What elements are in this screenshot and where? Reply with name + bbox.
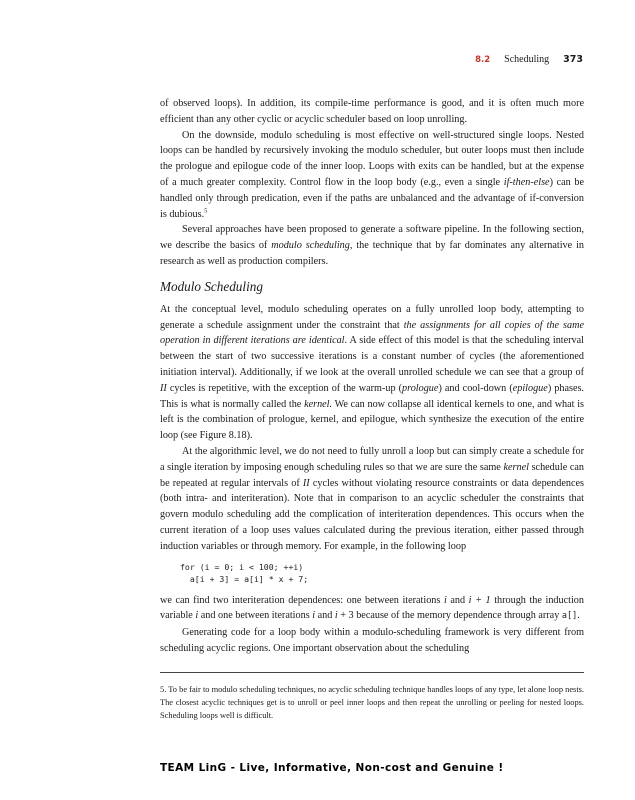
section-number: 8.2 [475,55,491,65]
paragraph-4: At the conceptual level, modulo scheduling operates on a fully unrolled loop body, attempting to generate a schedule assignment under the constraint that the assignments for all copies of the same operation in different iterations are identical. A side effect of this model is that the scheduling interval between the start of two successive iterations is a constant number of cycles (the aforementioned initiation interval). Additionally, if we look at the overall unrolled schedule we can see that a group of II cycles is repetitive, with the exception of the warm-up (prologue) and cool-down (epilogue) phases. This is what is normally called the kernel. We can now collapse all identical kernels to one, and what is left is the combination of prologue, kernel, and epilogue, which synthesize the execution of the entire loop (see Figure 8.18). [160,303,585,442]
code-line: for (i = 0; i < 100; ++i) [180,561,304,572]
code-block [180,561,584,585]
code-line: a[i + 3] = a[i] * x + 7; [180,573,309,584]
footnote-marker[interactable]: 5 [204,207,208,215]
paragraph-2: On the downside, modulo scheduling is most effective on well-structured single loops. Nested loops can be handled by recursively invoking the modulo scheduler, but outer loops must then include the prologue and epilogue code of the inner loop. Loops with exits can be handled, but at the expense of a much greater complexity. Control flow in the loop body (e.g., even a single if-then-else) can be handled only through predication, even if the paths are unbalanced and the advantage of if-conversion is dubious.$^5$ [160,129,584,220]
section-title: Scheduling [504,54,550,65]
main-text [160,96,584,657]
running-header [475,54,583,65]
paragraph-6: we can find two interiteration dependences: one between iterations i and i + 1 through the induction variable i and one between iterations i and i + 3 because of the memory dependence through array a[]. [160,594,584,622]
paragraph-1: of observed loops). In addition, its compile-time performance is good, and it is often much more efficient than any other cyclic or acyclic scheduler based on loop unrolling. [160,98,584,125]
paragraph-7: Generating code for a loop body within a modulo-scheduling framework is very different from scheduling acyclic regions. One important observation about the scheduling [160,627,584,654]
footnote: 5. To be fair to modulo scheduling techniques, no acyclic scheduling technique handles loops of any type, let alone loop nests. The closest acyclic techniques get is to unroll or peel inner loops and then repeat the unrolling or peeling for nested loops. Scheduling loops well is difficult. [160,685,584,720]
page-number: 373 [563,54,583,65]
subheading: Modulo Scheduling [160,278,263,294]
paragraph-5: At the algorithmic level, we do not need to fully unroll a loop but can simply create a schedule for a single iteration by imposing enough scheduling rules so that we are sure the same kernel schedule can be repeated at regular intervals of II cycles without violating resource constraints or data dependences (both intra- and interiteration). Note that in comparison to an acyclic scheduler the constraints that govern modulo scheduling add the complication of interiteration dependences. This occurs when the current iteration of a loop uses values calculated during the previous iteration, either passed through induction variables or through memory. For example, in the following loop [160,445,584,552]
footer-banner: TEAM LinG - Live, Informative, Non-cost and Genuine ! [160,762,504,774]
footnote-divider [160,672,584,673]
paragraph-3: Several approaches have been proposed to generate a software pipeline. In the following section, we describe the basics of modulo scheduling, the technique that by far dominates any alternative in research as well as production compilers. [160,224,584,267]
